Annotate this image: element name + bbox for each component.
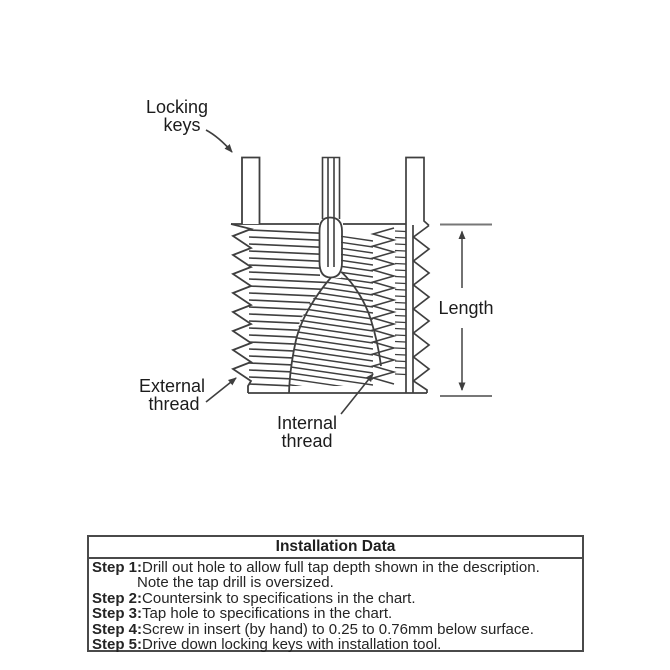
table-row xyxy=(92,560,580,575)
step-text: Drive down locking keys with installation tool. xyxy=(142,636,442,654)
locking-keys-leader-arrow xyxy=(206,130,232,152)
table-row xyxy=(92,591,580,606)
center-key-bullet xyxy=(320,218,343,278)
step-text: Tap hole to specifications in the chart. xyxy=(142,605,393,623)
external-thread-label-line2: thread xyxy=(148,394,200,414)
internal-thread-band xyxy=(373,228,394,384)
internal-thread-leader-arrow xyxy=(341,374,373,414)
step-label: Step 4: xyxy=(92,620,143,638)
step-text: Drill out hole to allow full tap depth shown in the description. xyxy=(142,559,540,576)
right-strip-lines xyxy=(395,231,406,375)
installation-data-body xyxy=(89,559,582,652)
table-row xyxy=(92,606,580,621)
step-text: Note the tap drill is oversized. xyxy=(137,574,334,592)
left-locking-key xyxy=(242,158,260,225)
table-row xyxy=(92,622,580,637)
internal-thread-label-line2: thread xyxy=(281,431,333,451)
installation-data-title: Installation Data xyxy=(89,537,582,559)
step-label: Step 2: xyxy=(92,589,143,607)
step-label: Step 1: xyxy=(92,559,143,576)
installation-data-table xyxy=(87,535,584,652)
locking-keys-label: Locking xyxy=(145,97,209,117)
step-label xyxy=(92,575,137,590)
table-row xyxy=(92,637,580,652)
step-label: Step 3: xyxy=(92,605,143,623)
step-text: Countersink to specifications in the chart. xyxy=(142,589,416,607)
external-thread-zigzag-right xyxy=(414,226,430,394)
center-locking-key xyxy=(323,158,340,268)
step-text: Screw in insert (by hand) to 0.25 to 0.76mm below surface. xyxy=(142,620,534,638)
external-thread-leader-arrow xyxy=(206,378,236,402)
external-thread-zigzag-left xyxy=(231,224,251,393)
external-thread-label: External xyxy=(138,376,206,396)
step-label: Step 5: xyxy=(92,636,143,654)
locking-keys-label-line2: keys xyxy=(163,115,201,135)
table-row xyxy=(92,575,580,590)
internal-thread-label: Internal xyxy=(276,413,338,433)
length-label: Length xyxy=(438,298,494,318)
